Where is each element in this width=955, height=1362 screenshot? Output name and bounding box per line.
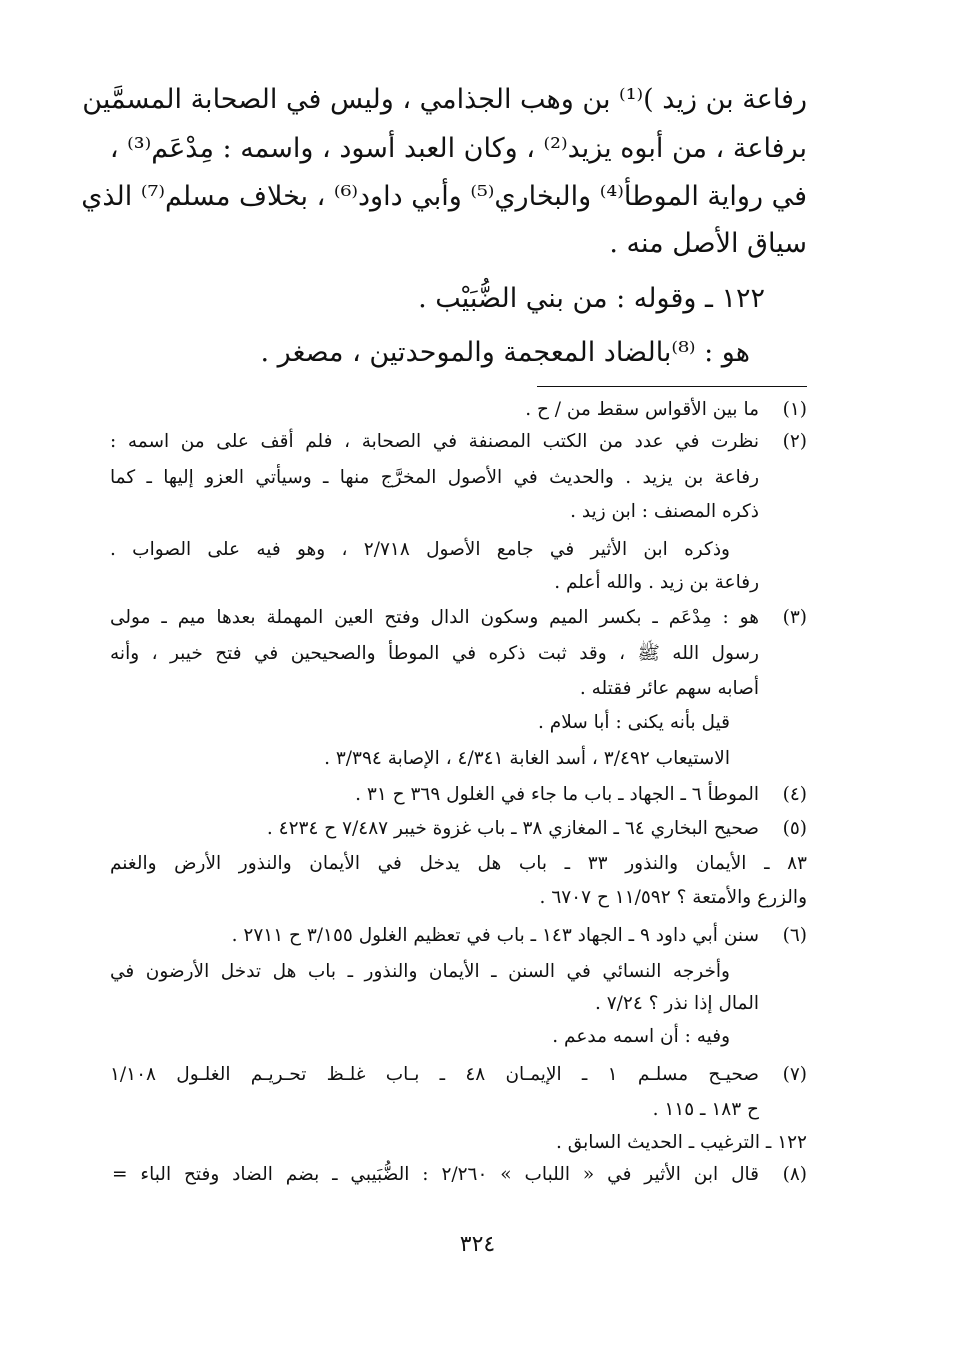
- footnote-line: والزرع والأمتعة ؟ ١١/٥٩٢ ح ٦٧٠٧ .: [539, 887, 807, 908]
- footnote-line: وذكره ابن الأثير في جامع الأصول ٢/٧١٨ ، وهو فيه على الصواب .: [110, 539, 730, 560]
- footnote-number: (٢): [782, 431, 807, 452]
- footnote-line: قيل بأنه يكنى : أبا سلام .: [538, 712, 730, 733]
- footnote-line: الاستيعاب ٣/٤٩٢ ، أسد الغابة ٤/٣٤١ ، الإصابة ٣/٣٩٤ .: [324, 748, 730, 769]
- hadith-explanation: هو : ⁽⁸⁾بالضاد المعجمة والموحدتين ، مصغر .: [260, 337, 750, 368]
- main-text-line: برفاعة ، من أبوه يزيد⁽²⁾ ، وكان العبد أسود ، واسمه : مِدْعَم⁽³⁾ ،: [109, 133, 807, 164]
- page-number: ٣٢٤: [459, 1232, 496, 1257]
- footnote-line: رفاعة بن يزيد . والحديث في الأصول المخرَّج منها ـ وسيأتي العزو إليها ـ كما: [110, 467, 759, 488]
- footnote-line: المال إذا نذر ؟ ٧/٢٤ .: [594, 993, 759, 1014]
- footnote-line: قال ابن الأثير في « اللباب » ٢/٢٦٠ : الضُّبَيبي ـ بضم الضاد وفتح الباء =: [112, 1164, 759, 1185]
- footnote-line: ٨٣ ـ الأيمان والنذور ٣٣ ـ باب هل يدخل في الأيمان والنذور الأرض والغنم: [110, 853, 807, 874]
- footnote-number: (٧): [782, 1064, 807, 1085]
- footnote-line: أصابه سهم عائر فقتله .: [579, 678, 759, 699]
- footnote-line: وأخرجه النسائي في السنن ـ الأيمان والنذور ـ باب هل تدخل الأرضون في: [110, 961, 730, 982]
- footnote-line: وفيه : أن اسمه مدعم .: [552, 1026, 730, 1047]
- footnote-number: (٨): [782, 1164, 807, 1185]
- footnote-line: صحيـح مسلـم ١ ـ الإيمـان ٤٨ ـ بـاب غلـظ تحـريـم الغلـول ١/١٠٨: [110, 1064, 759, 1085]
- main-text-line: سياق الأصل منه .: [609, 228, 807, 259]
- footnote-line: صحيح البخاري ٦٤ ـ المغازي ٣٨ ـ باب غزوة خيبر ٧/٤٨٧ ح ٤٢٣٤ .: [266, 818, 759, 839]
- footnote-number: (٤): [782, 784, 807, 805]
- footnote-number: (٦): [782, 925, 807, 946]
- footnote-line: سنن أبي داود ٩ ـ الجهاد ١٤٣ ـ باب في تعظيم الغلول ٣/١٥٥ ح ٢٧١١ .: [231, 925, 759, 946]
- main-text-line: في رواية الموطأ⁽⁴⁾ والبخاري⁽⁵⁾ وأبي داود⁽⁶⁾ ، بخلاف مسلم⁽⁷⁾ الذي: [81, 181, 807, 212]
- footnote-line: ذكره المصنف : ابن زيد .: [570, 501, 759, 522]
- footnote-line: رسول الله ﷺ ، وقد ثبت ذكره في الموطأ والصحيحين في فتح خيبر ، وأنه: [110, 643, 759, 664]
- footnote-separator: [537, 386, 807, 387]
- footnote-number: (٣): [782, 607, 807, 628]
- footnote-line: ح ١٨٣ ـ ١١٥ .: [652, 1099, 759, 1120]
- main-text-line: رفاعة بن زيد )⁽¹⁾ بن وهب الجذامي ، وليس في الصحابة المسمَّين: [82, 84, 807, 115]
- footnote-line: رفاعة بن زيد . والله أعلم .: [554, 572, 759, 593]
- footnote-line: ١٢٢ ـ الترغيب ـ الحديث السابق .: [555, 1132, 807, 1153]
- footnote-line: ما بين الأقواس سقط من / ح .: [525, 399, 759, 420]
- footnote-number: (١): [782, 399, 807, 420]
- hadith-heading: ١٢٢ ـ وقوله : من بني الضُّبَيْب .: [418, 283, 765, 314]
- footnote-line: الموطأ ٦ ـ الجهاد ـ باب ما جاء في الغلول ٣٦٩ ح ٣١ .: [355, 784, 759, 805]
- footnote-line: نظرت في عدد من الكتب المصنفة في الصحابة ، فلم أقف على من اسمه :: [110, 431, 759, 452]
- footnote-number: (٥): [782, 818, 807, 839]
- footnote-line: هو : مِدْعَم ـ بكسر الميم وسكون الدال وفتح العين المهملة بعدها ميم ـ مولى: [110, 607, 759, 628]
